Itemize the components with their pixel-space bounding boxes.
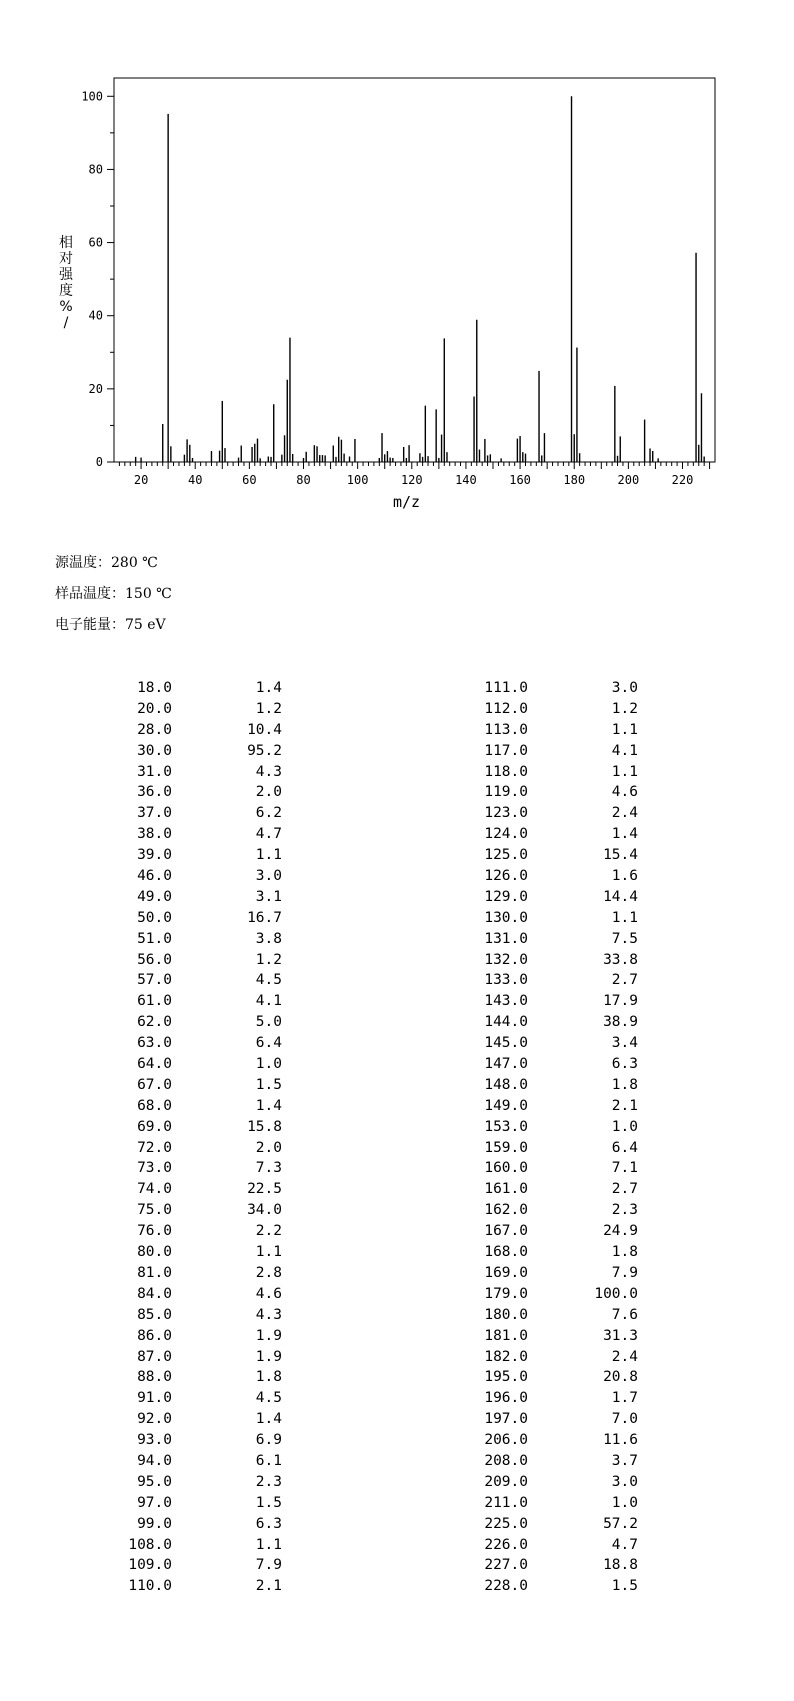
- intensity-value: 18.8: [603, 1557, 638, 1574]
- sample-temperature-value: 150 ℃: [125, 586, 172, 602]
- peak-table-row: [468, 970, 638, 991]
- intensity-value: 3.0: [255, 868, 282, 885]
- peak-table-row: [112, 866, 282, 887]
- intensity-value: 6.3: [255, 1515, 282, 1532]
- peak-table-row: [468, 1179, 638, 1200]
- y-tick-label: 20: [88, 381, 103, 396]
- intensity-value: 4.6: [611, 784, 638, 801]
- mz-value: 18.0: [137, 680, 172, 696]
- peak-table-row: [112, 1535, 282, 1556]
- peak-table-row: [468, 950, 638, 971]
- intensity-value: 4.6: [255, 1285, 282, 1302]
- intensity-value: 2.2: [255, 1223, 282, 1240]
- peak-table-row: [468, 1221, 638, 1242]
- intensity-value: 2.1: [255, 1578, 282, 1595]
- mz-value: 169.0: [484, 1264, 528, 1281]
- mz-value: 196.0: [484, 1390, 528, 1407]
- acquisition-conditions: [55, 548, 172, 641]
- x-tick-label: 20: [133, 473, 149, 487]
- peak-table-row: [112, 1347, 282, 1368]
- peak-table-row: [112, 720, 282, 741]
- peak-table-row: [468, 1409, 638, 1430]
- y-tick-label: 40: [88, 308, 103, 323]
- intensity-value: 1.2: [611, 700, 638, 717]
- intensity-value: 20.8: [603, 1369, 638, 1386]
- peak-table-row: [112, 1388, 282, 1409]
- intensity-value: 11.6: [603, 1432, 638, 1449]
- intensity-value: 1.7: [611, 1390, 638, 1407]
- peak-table-row: [112, 970, 282, 991]
- mz-value: 99.0: [137, 1515, 172, 1532]
- peak-table-row: [468, 929, 638, 950]
- peak-table-row: [112, 1221, 282, 1242]
- peak-table-row: [468, 845, 638, 866]
- mz-value: 88.0: [137, 1369, 172, 1386]
- mz-value: 39.0: [137, 847, 172, 864]
- mz-value: 85.0: [137, 1306, 172, 1323]
- intensity-value: 7.1: [611, 1160, 638, 1177]
- intensity-value: 2.0: [255, 1139, 282, 1156]
- intensity-value: 1.8: [611, 1244, 638, 1261]
- intensity-value: 4.1: [255, 993, 282, 1010]
- mz-value: 93.0: [137, 1432, 172, 1449]
- intensity-value: 16.7: [247, 909, 282, 926]
- peak-table-row: [468, 1388, 638, 1409]
- intensity-value: 10.4: [247, 721, 282, 738]
- intensity-value: 1.4: [255, 1097, 282, 1114]
- mz-value: 118.0: [484, 763, 528, 780]
- x-tick-label: 160: [509, 473, 531, 487]
- intensity-value: 7.6: [611, 1306, 638, 1323]
- mz-value: 81.0: [137, 1264, 172, 1281]
- peak-table-row: [468, 1075, 638, 1096]
- peak-table-row: [112, 1263, 282, 1284]
- intensity-value: 2.4: [611, 1348, 638, 1365]
- source-temperature-label: 源温度：: [55, 555, 111, 571]
- mz-value: 97.0: [137, 1494, 172, 1511]
- mz-value: 56.0: [137, 951, 172, 968]
- peak-table-row: [112, 908, 282, 929]
- peak-table-row: [468, 991, 638, 1012]
- intensity-value: 4.7: [611, 1536, 638, 1553]
- x-tick-label: 60: [242, 473, 257, 487]
- mz-value: 226.0: [484, 1536, 528, 1553]
- peak-table-row: [112, 1326, 282, 1347]
- intensity-value: 3.7: [611, 1452, 638, 1469]
- intensity-value: 1.5: [255, 1076, 282, 1093]
- intensity-value: 15.4: [603, 847, 638, 864]
- intensity-value: 1.9: [255, 1327, 282, 1344]
- peak-table-row: [112, 1514, 282, 1535]
- mz-value: 50.0: [137, 909, 172, 926]
- mz-value: 181.0: [484, 1327, 528, 1344]
- x-tick-label: 120: [400, 473, 423, 487]
- mz-value: 113.0: [484, 721, 528, 738]
- x-tick-label: 40: [187, 473, 203, 487]
- x-tick-label: 180: [563, 473, 586, 487]
- intensity-value: 1.1: [255, 1536, 282, 1553]
- mz-value: 75.0: [137, 1202, 172, 1219]
- x-axis-label: m/z: [392, 493, 421, 511]
- intensity-value: 24.9: [603, 1223, 638, 1240]
- intensity-value: 4.5: [255, 972, 282, 989]
- peak-table-row: [112, 1096, 282, 1117]
- intensity-value: 2.8: [255, 1264, 282, 1281]
- intensity-value: 100.0: [594, 1285, 638, 1302]
- peak-table-row: [112, 1200, 282, 1221]
- x-tick-label: 80: [296, 473, 311, 487]
- mz-value: 162.0: [484, 1202, 528, 1219]
- intensity-value: 6.2: [255, 805, 282, 822]
- mz-value: 159.0: [484, 1139, 528, 1156]
- intensity-value: 6.3: [611, 1056, 638, 1073]
- mz-value: 206.0: [484, 1432, 528, 1449]
- mz-value: 37.0: [137, 805, 172, 822]
- peak-table-row: [468, 1117, 638, 1138]
- peak-table-row: [468, 1305, 638, 1326]
- intensity-value: 1.6: [611, 868, 638, 885]
- peak-table-row: [112, 1054, 282, 1075]
- peak-table-row: [112, 1555, 282, 1576]
- peak-table-row: [112, 1158, 282, 1179]
- mz-value: 112.0: [484, 700, 528, 717]
- mz-value: 109.0: [128, 1557, 172, 1574]
- mz-value: 123.0: [484, 805, 528, 822]
- intensity-value: 3.0: [611, 680, 638, 696]
- intensity-value: 1.1: [611, 763, 638, 780]
- mz-value: 86.0: [137, 1327, 172, 1344]
- mz-value: 38.0: [137, 826, 172, 843]
- peak-table-row: [468, 782, 638, 803]
- mz-value: 20.0: [137, 700, 172, 717]
- peak-table-row: [468, 1054, 638, 1075]
- y-tick-label: 80: [88, 162, 103, 177]
- mz-value: 92.0: [137, 1411, 172, 1428]
- mz-value: 111.0: [484, 680, 528, 696]
- peak-table-row: [468, 908, 638, 929]
- mz-value: 95.0: [137, 1473, 172, 1490]
- peak-table-row: [468, 887, 638, 908]
- mz-value: 84.0: [137, 1285, 172, 1302]
- intensity-value: 2.4: [611, 805, 638, 822]
- intensity-value: 33.8: [603, 951, 638, 968]
- peak-table-row: [468, 699, 638, 720]
- y-tick-label: 100: [81, 89, 103, 104]
- mz-value: 147.0: [484, 1056, 528, 1073]
- peak-table-row: [468, 1242, 638, 1263]
- intensity-value: 6.4: [611, 1139, 638, 1156]
- mz-value: 211.0: [484, 1494, 528, 1511]
- intensity-value: 4.3: [255, 1306, 282, 1323]
- intensity-value: 2.7: [611, 972, 638, 989]
- intensity-value: 14.4: [603, 888, 638, 905]
- peak-table-row: [468, 1326, 638, 1347]
- mz-value: 195.0: [484, 1369, 528, 1386]
- mz-value: 129.0: [484, 888, 528, 905]
- peak-table-row: [468, 1096, 638, 1117]
- intensity-value: 1.1: [255, 1244, 282, 1261]
- intensity-value: 7.3: [255, 1160, 282, 1177]
- mz-value: 182.0: [484, 1348, 528, 1365]
- peak-table-row: [468, 1158, 638, 1179]
- peak-table-row: [468, 720, 638, 741]
- intensity-value: 2.3: [611, 1202, 638, 1219]
- intensity-value: 6.4: [255, 1035, 282, 1052]
- intensity-value: 3.4: [611, 1035, 638, 1052]
- peak-table-row: [112, 1075, 282, 1096]
- mz-value: 131.0: [484, 930, 528, 947]
- peak-table-row: [112, 824, 282, 845]
- peak-table-row: [112, 991, 282, 1012]
- intensity-value: 38.9: [603, 1014, 638, 1031]
- intensity-value: 2.3: [255, 1473, 282, 1490]
- intensity-value: 3.8: [255, 930, 282, 947]
- peak-table-row: [112, 1576, 282, 1597]
- electron-energy: [55, 610, 172, 641]
- intensity-value: 4.1: [611, 742, 638, 759]
- mz-value: 87.0: [137, 1348, 172, 1365]
- mz-value: 180.0: [484, 1306, 528, 1323]
- intensity-value: 1.2: [255, 700, 282, 717]
- mz-value: 145.0: [484, 1035, 528, 1052]
- peak-table-row: [112, 887, 282, 908]
- mz-value: 148.0: [484, 1076, 528, 1093]
- sample-temperature: [55, 579, 172, 610]
- y-axis-label: 相对强度% /: [59, 235, 73, 331]
- intensity-value: 4.7: [255, 826, 282, 843]
- mz-value: 28.0: [137, 721, 172, 738]
- peak-table-row: [112, 1451, 282, 1472]
- mz-value: 117.0: [484, 742, 528, 759]
- mz-value: 144.0: [484, 1014, 528, 1031]
- electron-energy-value: 75 eV: [125, 617, 166, 633]
- intensity-value: 2.1: [611, 1097, 638, 1114]
- intensity-value: 1.2: [255, 951, 282, 968]
- mz-value: 132.0: [484, 951, 528, 968]
- peak-table-left: [112, 678, 282, 1597]
- mz-value: 167.0: [484, 1223, 528, 1240]
- peak-table-row: [468, 1472, 638, 1493]
- intensity-value: 2.7: [611, 1181, 638, 1198]
- intensity-value: 2.0: [255, 784, 282, 801]
- intensity-value: 15.8: [247, 1118, 282, 1135]
- peak-table-row: [112, 1138, 282, 1159]
- intensity-value: 1.8: [255, 1369, 282, 1386]
- mz-value: 76.0: [137, 1223, 172, 1240]
- mz-value: 91.0: [137, 1390, 172, 1407]
- peak-table-row: [112, 1284, 282, 1305]
- peak-table-row: [112, 1033, 282, 1054]
- intensity-value: 7.5: [611, 930, 638, 947]
- intensity-value: 1.0: [255, 1056, 282, 1073]
- x-tick-label: 220: [671, 473, 694, 487]
- x-tick-label: 100: [346, 473, 369, 487]
- intensity-value: 3.1: [255, 888, 282, 905]
- mz-value: 80.0: [137, 1244, 172, 1261]
- intensity-value: 1.5: [255, 1494, 282, 1511]
- intensity-value: 17.9: [603, 993, 638, 1010]
- peak-table-row: [112, 1305, 282, 1326]
- mz-value: 51.0: [137, 930, 172, 947]
- mz-value: 36.0: [137, 784, 172, 801]
- mz-value: 110.0: [128, 1578, 172, 1595]
- intensity-value: 7.0: [611, 1411, 638, 1428]
- intensity-value: 7.9: [255, 1557, 282, 1574]
- mz-value: 94.0: [137, 1452, 172, 1469]
- mz-value: 225.0: [484, 1515, 528, 1532]
- peak-table-row: [112, 1117, 282, 1138]
- mz-value: 73.0: [137, 1160, 172, 1177]
- intensity-value: 1.1: [255, 847, 282, 864]
- peak-table-row: [468, 1514, 638, 1535]
- intensity-value: 4.5: [255, 1390, 282, 1407]
- intensity-value: 34.0: [247, 1202, 282, 1219]
- peak-table-row: [468, 824, 638, 845]
- intensity-value: 1.4: [255, 1411, 282, 1428]
- peak-table-row: [468, 1535, 638, 1556]
- peak-table-row: [468, 1430, 638, 1451]
- peak-table-row: [112, 1472, 282, 1493]
- peak-table-row: [112, 1242, 282, 1263]
- source-temperature-value: 280 ℃: [111, 555, 158, 571]
- intensity-value: 1.4: [611, 826, 638, 843]
- mz-value: 62.0: [137, 1014, 172, 1031]
- peak-table-row: [112, 699, 282, 720]
- intensity-value: 6.1: [255, 1452, 282, 1469]
- peak-table-row: [468, 1367, 638, 1388]
- intensity-value: 7.9: [611, 1264, 638, 1281]
- mz-value: 227.0: [484, 1557, 528, 1574]
- peak-table-row: [112, 950, 282, 971]
- peak-table-row: [112, 929, 282, 950]
- mz-value: 31.0: [137, 763, 172, 780]
- mz-value: 126.0: [484, 868, 528, 885]
- mz-value: 168.0: [484, 1244, 528, 1261]
- electron-energy-label: 电子能量：: [55, 617, 125, 633]
- intensity-value: 57.2: [603, 1515, 638, 1532]
- peak-table-row: [112, 1367, 282, 1388]
- intensity-value: 31.3: [603, 1327, 638, 1344]
- peak-table-row: [468, 1012, 638, 1033]
- peak-table-row: [468, 678, 638, 699]
- mz-value: 124.0: [484, 826, 528, 843]
- mz-value: 208.0: [484, 1452, 528, 1469]
- peak-table-row: [468, 1347, 638, 1368]
- peak-table-row: [112, 678, 282, 699]
- mz-value: 72.0: [137, 1139, 172, 1156]
- mz-value: 69.0: [137, 1118, 172, 1135]
- mz-value: 108.0: [128, 1536, 172, 1553]
- y-tick-label: 0: [95, 455, 103, 469]
- peak-table-right: [468, 678, 638, 1597]
- mz-value: 49.0: [137, 888, 172, 905]
- mz-value: 30.0: [137, 742, 172, 759]
- intensity-value: 1.1: [611, 721, 638, 738]
- peak-table-row: [468, 803, 638, 824]
- mz-value: 161.0: [484, 1181, 528, 1198]
- peak-table-row: [112, 782, 282, 803]
- peak-table-row: [112, 1409, 282, 1430]
- peak-table-row: [468, 1033, 638, 1054]
- mz-value: 130.0: [484, 909, 528, 926]
- source-temperature: [55, 548, 172, 579]
- intensity-value: 5.0: [255, 1014, 282, 1031]
- mz-value: 179.0: [484, 1285, 528, 1302]
- sample-temperature-label: 样品温度：: [55, 586, 125, 602]
- mz-value: 57.0: [137, 972, 172, 989]
- peak-table-row: [468, 1576, 638, 1597]
- intensity-value: 6.9: [255, 1432, 282, 1449]
- intensity-value: 1.1: [611, 909, 638, 926]
- intensity-value: 1.9: [255, 1348, 282, 1365]
- peak-table-row: [468, 1200, 638, 1221]
- intensity-value: 3.0: [611, 1473, 638, 1490]
- peak-table-row: [468, 1493, 638, 1514]
- peak-table-row: [112, 1493, 282, 1514]
- mz-value: 143.0: [484, 993, 528, 1010]
- mz-value: 64.0: [137, 1056, 172, 1073]
- mz-value: 125.0: [484, 847, 528, 864]
- intensity-value: 4.3: [255, 763, 282, 780]
- mz-value: 160.0: [484, 1160, 528, 1177]
- x-tick-label: 140: [455, 473, 477, 487]
- intensity-value: 1.4: [255, 680, 282, 696]
- peak-table-row: [468, 762, 638, 783]
- mz-value: 63.0: [137, 1035, 172, 1052]
- y-tick-label: 60: [88, 235, 103, 250]
- mz-value: 68.0: [137, 1097, 172, 1114]
- mz-value: 133.0: [484, 972, 528, 989]
- peak-table-row: [112, 1430, 282, 1451]
- intensity-value: 1.0: [611, 1118, 638, 1135]
- intensity-value: 1.8: [611, 1076, 638, 1093]
- mz-value: 197.0: [484, 1411, 528, 1428]
- peak-table-row: [112, 803, 282, 824]
- mz-value: 228.0: [484, 1578, 528, 1595]
- intensity-value: 95.2: [247, 742, 282, 759]
- peak-table-row: [468, 1451, 638, 1472]
- peak-table-row: [112, 1012, 282, 1033]
- intensity-value: 1.5: [611, 1578, 638, 1595]
- peak-table-row: [112, 762, 282, 783]
- peak-table-row: [468, 866, 638, 887]
- mz-value: 67.0: [137, 1076, 172, 1093]
- peak-table-row: [468, 1555, 638, 1576]
- mass-spectrum-chart: [0, 0, 794, 540]
- mz-value: 119.0: [484, 784, 528, 801]
- intensity-value: 1.0: [611, 1494, 638, 1511]
- mz-value: 46.0: [137, 868, 172, 885]
- intensity-value: 22.5: [247, 1181, 282, 1198]
- mz-value: 209.0: [484, 1473, 528, 1490]
- mz-value: 61.0: [137, 993, 172, 1010]
- mz-value: 149.0: [484, 1097, 528, 1114]
- peak-table-row: [112, 845, 282, 866]
- peak-table-row: [468, 1284, 638, 1305]
- peak-table-row: [112, 1179, 282, 1200]
- plot-frame: [114, 78, 715, 462]
- peak-table-row: [468, 1138, 638, 1159]
- mz-value: 153.0: [484, 1118, 528, 1135]
- peak-table-row: [468, 1263, 638, 1284]
- mz-value: 74.0: [137, 1181, 172, 1198]
- x-tick-label: 200: [617, 473, 640, 487]
- peak-table-row: [468, 741, 638, 762]
- peak-table-row: [112, 741, 282, 762]
